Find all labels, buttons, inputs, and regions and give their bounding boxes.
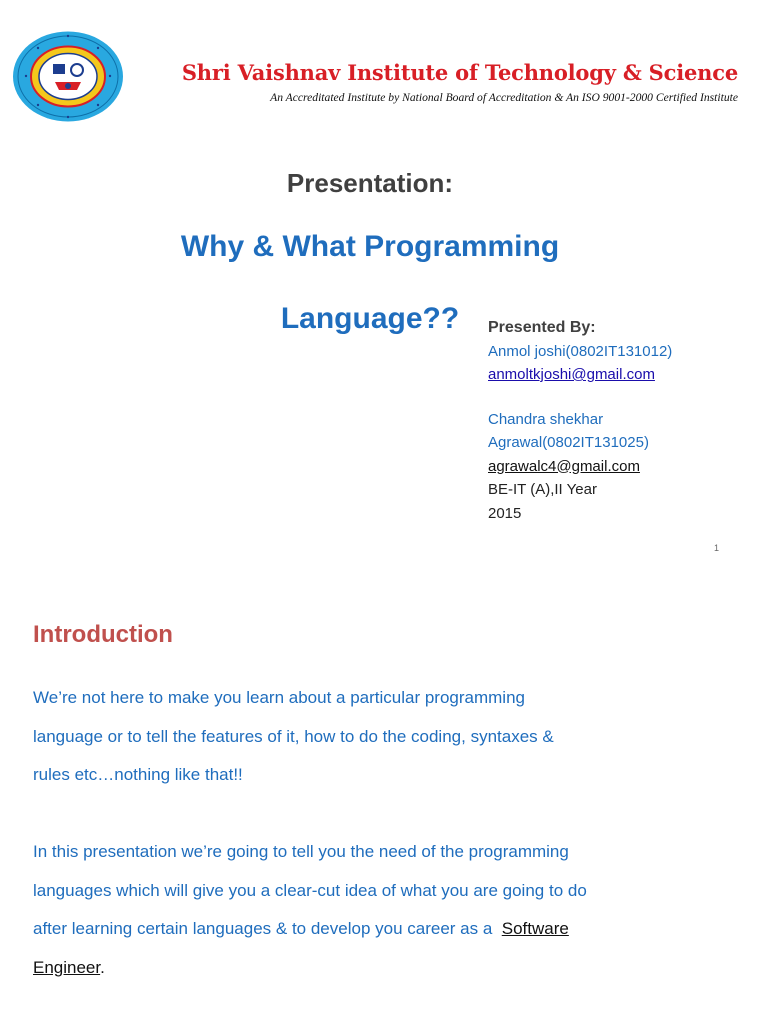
presenter-2-name-last: Agrawal(0802IT131025) [488,434,649,451]
presenter-2-email-link[interactable]: agrawalc4@gmail.com [488,457,640,475]
institute-name: Shri Vaishnav Institute of Technology & Science [181,60,738,85]
paragraph-line: language or to tell the features of it, how to do the coding, syntaxes & [33,726,554,746]
institute-tagline: An Accreditated Institute by National Board of Accreditation & An ISO 9001-2000 Certified Institute [270,91,738,104]
spacer [488,387,748,408]
presenter-1-email-link[interactable]: anmoltkjoshi@gmail.com [488,366,655,383]
paragraph-line: In this presentation we’re going to tell you the need of the programming [33,842,569,861]
software-engineer-link-part2[interactable]: Engineer [33,957,101,977]
presentation-label: Presentation: [286,168,454,198]
presentation-title-line1: Why & What Programming [180,230,560,263]
paragraph-line: languages which will give you a clear-cut idea of what you are going to do [33,880,587,900]
period: . [100,957,105,977]
introduction-heading: Introduction [33,621,173,648]
intro-paragraph-2 [33,833,733,987]
class-info: BE-IT (A),II Year [488,481,597,498]
page-number: 1 [714,543,720,553]
paragraph-line: rules etc…nothing like that!! [33,765,243,784]
paragraph-text: after learning certain languages & to develop you career as a [33,919,493,938]
intro-paragraph-1 [33,679,733,795]
paragraph-line: We’re not here to make you learn about a particular programming [33,688,525,707]
presenters-block [488,316,748,525]
presentation-title-line2: Language?? [280,302,460,335]
software-link-part1[interactable]: Software [501,919,569,938]
presenter-1-name: Anmol joshi(0802IT131012) [488,342,673,360]
paragraph-line [33,910,733,949]
presented-by-heading: Presented By: [488,319,596,336]
paragraph-line [33,949,733,988]
presenter-2-name-first: Chandra shekhar [488,410,604,428]
year-info: 2015 [488,504,522,522]
